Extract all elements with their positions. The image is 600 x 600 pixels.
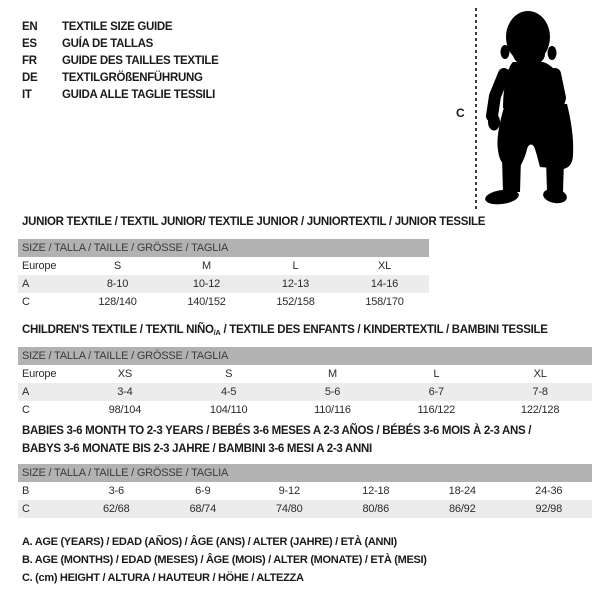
babies-size-table [18, 464, 592, 518]
table-row [18, 482, 592, 500]
table-cell: 140/152 [187, 296, 226, 308]
table-cell: 12-18 [362, 485, 390, 497]
language-title: TEXTILE SIZE GUIDE [62, 21, 173, 33]
baby-foot-right [542, 187, 568, 205]
footnotes [22, 533, 427, 587]
language-code: EN [22, 21, 38, 33]
table-cell: 116/122 [417, 404, 456, 416]
language-code: IT [22, 89, 32, 101]
babies-section-title-line2: BABYS 3-6 MONATE BIS 2-3 JAHRE / BAMBINI 3-6 MESI A 2-3 ANNI [22, 443, 372, 455]
table-cell: 110/116 [314, 404, 351, 416]
table-cell: 4-5 [177, 383, 281, 401]
table-cell: 74/80 [246, 500, 333, 518]
table-cell: 80/86 [333, 500, 420, 518]
table-cell: 62/68 [73, 500, 160, 518]
table-row [18, 500, 592, 518]
size-header-row [18, 464, 592, 482]
table-cell: 8-10 [73, 275, 162, 293]
table-cell: 10-12 [162, 275, 251, 293]
baby-ear-left [501, 45, 510, 59]
row-label: A [18, 383, 73, 401]
language-title-list [22, 19, 219, 104]
baby-leg-left [502, 158, 521, 192]
language-title: GUIDA ALLE TAGLIE TESSILI [62, 89, 216, 101]
children-title-pre: CHILDREN'S TEXTILE / TEXTIL NIÑO [22, 324, 214, 336]
table-row [18, 383, 592, 401]
table-cell: M [202, 260, 211, 272]
language-row-en [22, 19, 219, 36]
language-title: GUÍA DE TALLAS [62, 38, 153, 50]
table-row [18, 257, 429, 275]
row-label: A [18, 275, 73, 293]
children-title-post: / TEXTILE DES ENFANTS / KINDERTEXTIL / BAMBINI TESSILE [220, 324, 548, 336]
table-cell: 3-6 [108, 485, 124, 497]
row-label: Europe [22, 260, 57, 272]
footnote-b: B. AGE (MONTHS) / EDAD (MESES) / ÂGE (MOIS) / ALTER (MONATE) / ETÀ (MESI) [22, 554, 427, 566]
height-dashed-line [475, 8, 477, 210]
language-row-fr [22, 53, 219, 70]
language-title: TEXTILGRÖßENFÜHRUNG [62, 72, 203, 84]
row-label: C [22, 404, 30, 416]
junior-section-title: JUNIOR TEXTILE / TEXTIL JUNIOR/ TEXTILE JUNIOR / JUNIORTEXTIL / JUNIOR TESSILE [22, 216, 486, 228]
junior-size-table [18, 239, 429, 311]
row-label: Europe [22, 368, 57, 380]
table-cell: 92/98 [506, 500, 593, 518]
table-cell: 104/110 [209, 404, 248, 416]
size-header: SIZE / TALLA / TAILLE / GRÖSSE / TAGLIA [18, 464, 592, 482]
table-cell: XL [377, 260, 392, 272]
language-row-de [22, 70, 219, 87]
table-cell: 86/92 [419, 500, 506, 518]
children-section-title [22, 324, 548, 339]
size-header: SIZE / TALLA / TAILLE / GRÖSSE / TAGLIA [18, 239, 429, 257]
language-row-es [22, 36, 219, 53]
table-cell: 14-16 [340, 275, 429, 293]
table-cell: 6-9 [195, 485, 211, 497]
baby-silhouette-shape [485, 11, 573, 206]
row-label: C [18, 500, 73, 518]
table-cell: L [292, 260, 299, 272]
table-cell: 158/170 [365, 296, 404, 308]
table-cell: 6-7 [384, 383, 488, 401]
children-size-table [18, 347, 592, 419]
table-cell: XL [533, 368, 547, 380]
table-cell: 152/158 [276, 296, 315, 308]
table-cell: 122/128 [520, 404, 560, 416]
table-cell: 128/140 [98, 296, 137, 308]
children-title-subscript: /A [213, 328, 221, 337]
table-row [18, 293, 429, 311]
baby-ear-right [548, 46, 557, 60]
baby-leg-right [546, 160, 564, 192]
table-cell: 5-6 [281, 383, 385, 401]
language-row-it [22, 87, 219, 104]
table-cell: 12-13 [251, 275, 340, 293]
size-header-row [18, 239, 429, 257]
row-label: B [22, 485, 30, 497]
language-code: FR [22, 55, 37, 67]
table-row [18, 365, 592, 383]
table-cell: 9-12 [278, 485, 300, 497]
language-code: ES [22, 38, 37, 50]
baby-arm-left [492, 74, 504, 116]
table-row [18, 275, 429, 293]
baby-hand-left [488, 114, 500, 131]
table-cell: 98/104 [108, 404, 142, 416]
table-cell: 3-4 [73, 383, 177, 401]
table-cell: 24-36 [535, 485, 563, 497]
table-cell: XS [117, 368, 133, 380]
table-cell: 7-8 [488, 383, 592, 401]
table-row [18, 401, 592, 419]
table-cell: 18-24 [448, 485, 476, 497]
table-cell: S [225, 368, 233, 380]
table-cell: 68/74 [160, 500, 247, 518]
size-header-row [18, 347, 592, 365]
height-c-label: C [456, 106, 465, 120]
footnote-c: C. (cm) HEIGHT / ALTURA / HAUTEUR / HÖHE / ALTEZZA [22, 572, 304, 584]
language-code: DE [22, 72, 38, 84]
footnote-a: A. AGE (YEARS) / EDAD (AÑOS) / ÂGE (ANS) / ALTER (JAHRE) / ETÀ (ANNI) [22, 536, 397, 548]
table-cell: S [113, 260, 122, 272]
baby-silhouette-icon [485, 8, 588, 210]
table-cell: L [433, 368, 440, 380]
babies-section-title-line1: BABIES 3-6 MONTH TO 2-3 YEARS / BEBÉS 3-6 MESES A 2-3 AÑOS / BÉBÉS 3-6 MOIS À 2-3 ANS / [22, 425, 532, 437]
size-header: SIZE / TALLA / TAILLE / GRÖSSE / TAGLIA [18, 347, 592, 365]
language-title: GUIDE DES TAILLES TEXTILE [62, 55, 219, 67]
table-cell: M [328, 368, 337, 380]
row-label: C [22, 296, 30, 308]
